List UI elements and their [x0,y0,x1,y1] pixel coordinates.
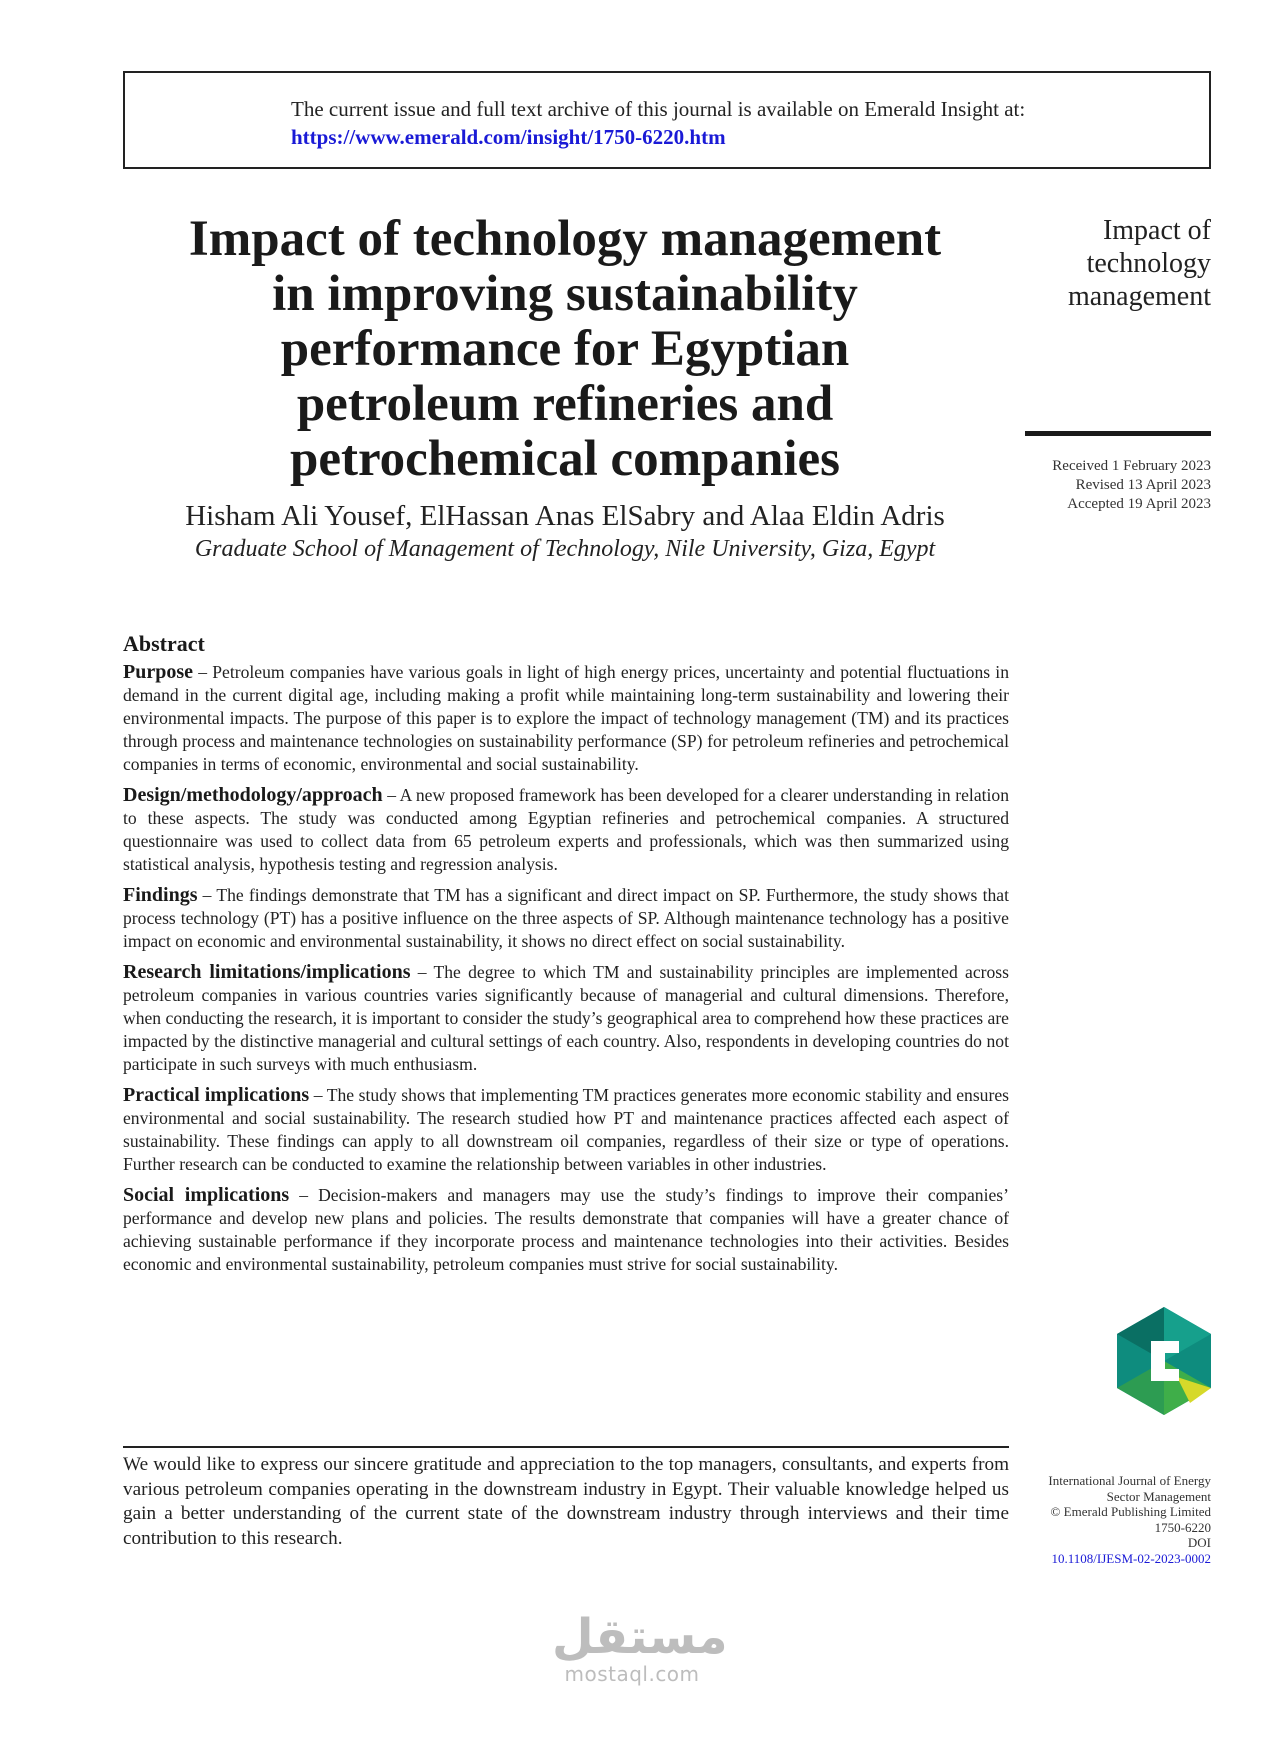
mostaql-watermark [552,1609,728,1686]
received-date: Received 1 February 2023 [1052,458,1211,474]
running-head-line: management [1067,281,1211,312]
article-title [110,212,1020,487]
doi-label: DOI [1187,1535,1211,1550]
publisher-line: © Emerald Publishing Limited [1050,1504,1211,1519]
section-text: – A new proposed framework has been developed for a clearer understanding in relation to these aspects. The study was conducted among Egyptian refineries and petrochemical companies. A structured questionnaire was used to collect data from 65 petroleum experts and professionals, which was then summarized using statistical analysis, hypothesis testing and regression analysis. [123,785,1009,874]
author-affiliation: Graduate School of Management of Technology, Nile University, Giza, Egypt [194,536,936,562]
abstract-purpose [123,661,1009,776]
section-text: – The study shows that implementing TM practices generates more economic stability and ensures environmental and social sustainability. The research studied how PT and maintenance practices affected each aspect of sustainability. These findings can apply to all downstream oil companies, regardless of their size or type of operations. Further research can be conducted to examine the relationship between variables in other industries. [123,1085,1009,1174]
abstract-social-implications [123,1184,1009,1276]
revised-date: Revised 13 April 2023 [1075,477,1211,493]
running-head-line: Impact of [1102,215,1211,246]
abstract-research-limitations [123,961,1009,1076]
running-head [1011,214,1211,313]
section-text: – The findings demonstrate that TM has a significant and direct impact on SP. Furthermore, the study shows that process technology (PT) has a positive influence on the three aspects of SP. Although maintenance technology has a positive impact on economic and environmental sustainability, it shows no direct effect on social sustainability. [123,885,1009,951]
title-line: Impact of technology management [188,211,942,267]
journal-availability-notice [123,71,1211,169]
accepted-date: Accepted 19 April 2023 [1067,496,1211,512]
acknowledgement: We would like to express our sincere gratitude and appreciation to the top managers, consultants, and experts from various petroleum companies operating in the downstream industry in Egypt. Their valuable knowledge helped us gain a better understanding of the current state of the downstream industry through interviews and their time contribution to this research. [123,1454,1009,1549]
section-text: – Decision-makers and managers may use the study’s findings to improve their companies’ performance and develop new plans and policies. The results demonstrate that companies will have a greater chance of achieving sustainable performance if they incorporate process and maintenance technologies into their activities. Besides economic and environmental sustainability, petroleum companies must strive for social sustainability. [123,1185,1009,1274]
abstract-practical-implications [123,1084,1009,1176]
notice-text: The current issue and full text archive of this journal is available on Emerald Insight at: [291,97,1026,121]
doi-link[interactable]: 10.1108/IJESM-02-2023-0002 [1051,1550,1211,1566]
section-label: Purpose [123,661,193,683]
watermark-arabic: مستقل [552,1609,728,1665]
title-line: in improving sustainability [272,266,858,322]
journal-name-line: Sector Management [1106,1488,1211,1504]
running-head-line: technology [1086,248,1211,279]
abstract-findings [123,884,1009,953]
doi-line [971,1535,1211,1566]
journal-info [971,1473,1211,1566]
journal-name-line: International Journal of Energy [1048,1473,1211,1488]
section-text: – Petroleum companies have various goals in light of high energy prices, uncertainty and potential fluctuations in demand in the current digital age, including making a profit while maintaining long-term sustainability and lowering their environmental impacts. The purpose of this paper is to explore the impact of technology management (TM) and its practices through process and maintenance technologies on sustainability performance (SP) for petroleum refineries and petrochemical companies in terms of economic, environmental and social sustainability. [123,662,1009,774]
author-list: Hisham Ali Yousef, ElHassan Anas ElSabry and Alaa Eldin Adris [185,500,945,532]
section-text: – The degree to which TM and sustainability principles are implemented across petroleum companies in various countries varies significantly because of managerial and cultural dimensions. Therefore, when conducting the research, it is important to consider the study’s geographical area to comprehend how these practices are impacted by the distinctive managerial and cultural settings of each country. Also, respondents in developing countries do not participate in such surveys with much enthusiasm. [123,962,1009,1074]
section-label: Research limitations/implications [123,961,411,983]
issn-line: 1750-6220 [1154,1519,1211,1535]
title-line: performance for Egyptian [280,321,850,377]
section-label: Findings [123,884,198,906]
section-label: Design/methodology/approach [123,784,383,806]
title-line: petroleum refineries and [296,376,834,432]
section-label: Practical implications [123,1084,310,1106]
section-label: Social implications [123,1184,290,1206]
abstract [123,631,1009,1284]
watermark-latin: mostaql.com [564,1662,700,1686]
margin-divider [1025,431,1211,436]
journal-archive-link[interactable]: https://www.emerald.com/insight/1750-6220.htm [291,125,726,149]
emerald-logo-icon [1115,1305,1213,1417]
acknowledgement-divider [123,1446,1009,1448]
abstract-heading: Abstract [123,631,205,656]
abstract-design-methodology [123,784,1009,876]
title-line: petrochemical companies [289,431,841,487]
